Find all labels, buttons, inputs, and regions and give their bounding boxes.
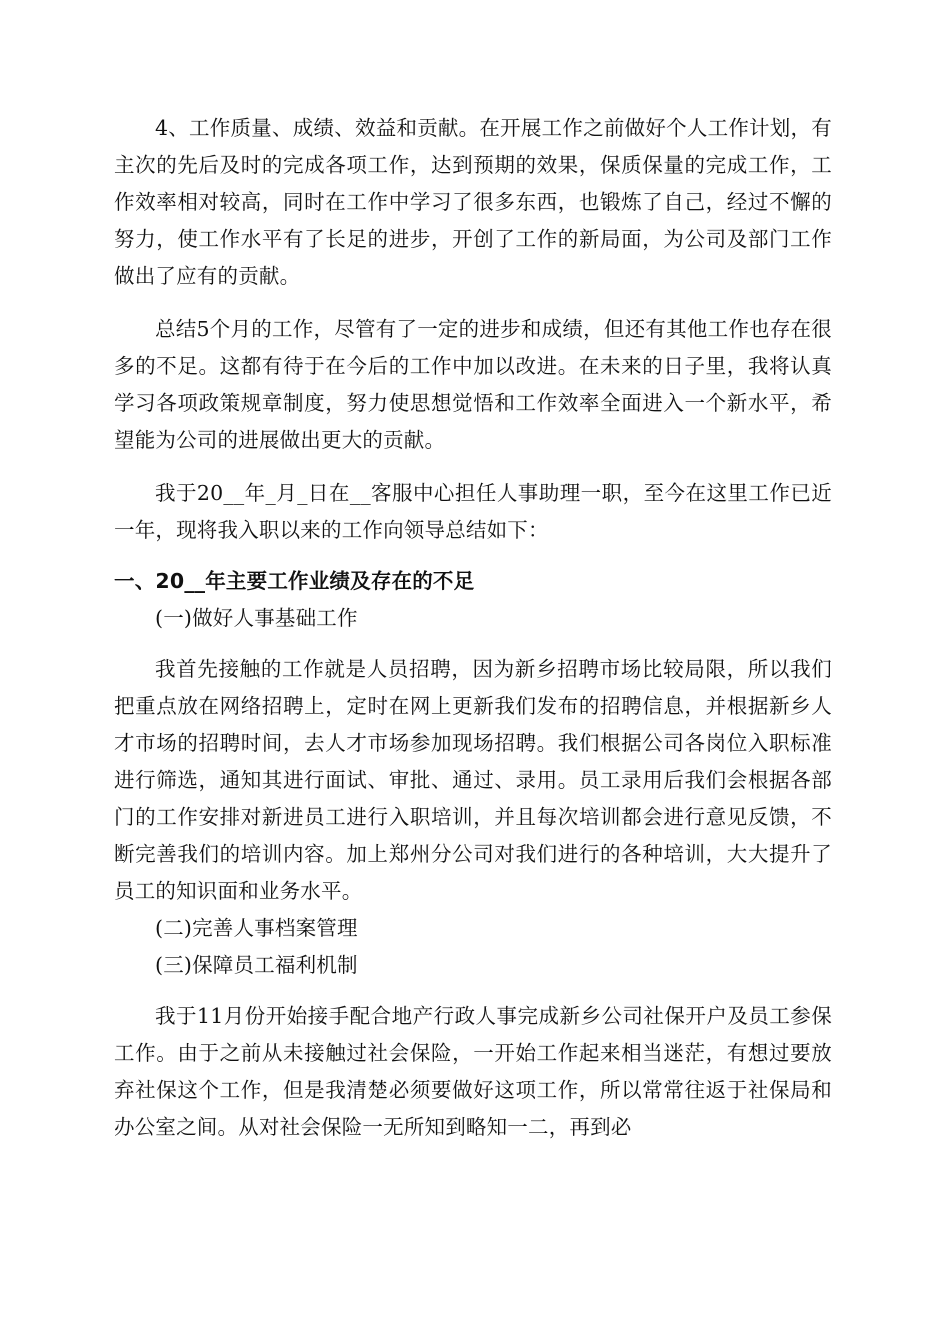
paragraph-intro: 我于20__年_月_日在__客服中心担任人事助理一职，至今在这里工作已近一年，现将我入职以来的工作向领导总结如下：: [114, 481, 832, 542]
section-heading: 一、20__年主要工作业绩及存在的不足: [114, 569, 475, 593]
subheading-hr-basics: (一)做好人事基础工作: [155, 606, 358, 630]
paragraph-social-insurance: 我于11月份开始接手配合地产行政人事完成新乡公司社保开户及员工参保工作。由于之前从未接触过社会保险，一开始工作起来相当迷茫，有想过要放弃社保这个工作，但是我清楚必须要做好这项工作，所以常常往返于社保局和办公室之间。从对社会保险一无所知到略知一二，再到必: [114, 1004, 832, 1139]
paragraph-five-month-summary: 总结5个月的工作，尽管有了一定的进步和成绩，但还有其他工作也存在很多的不足。这都有待于在今后的工作中加以改进。在未来的日子里，我将认真学习各项政策规章制度，努力使思想觉悟和工作效率全面进入一个新水平，希望能为公司的进展做出更大的贡献。: [114, 317, 832, 452]
paragraph-recruitment: 我首先接触的工作就是人员招聘，因为新乡招聘市场比较局限，所以我们把重点放在网络招聘上，定时在网上更新我们发布的招聘信息，并根据新乡人才市场的招聘时间，去人才市场参加现场招聘。我们根据公司各岗位入职标准进行筛选，通知其进行面试、审批、通过、录用。员工录用后我们会根据各部门的工作安排对新进员工进行入职培训，并且每次培训都会进行意见反馈，不断完善我们的培训内容。加上郑州分公司对我们进行的各种培训，大大提升了员工的知识面和业务水平。: [114, 657, 832, 903]
subheading-employee-welfare: (三)保障员工福利机制: [155, 953, 358, 977]
document-body: [114, 110, 832, 1146]
subheading-records-management: (二)完善人事档案管理: [155, 916, 358, 940]
paragraph-work-quality: 4、工作质量、成绩、效益和贡献。在开展工作之前做好个人工作计划，有主次的先后及时的完成各项工作，达到预期的效果，保质保量的完成工作，工作效率相对较高，同时在工作中学习了很多东西，也锻炼了自己，经过不懈的努力，使工作水平有了长足的进步，开创了工作的新局面，为公司及部门工作做出了应有的贡献。: [114, 116, 832, 288]
